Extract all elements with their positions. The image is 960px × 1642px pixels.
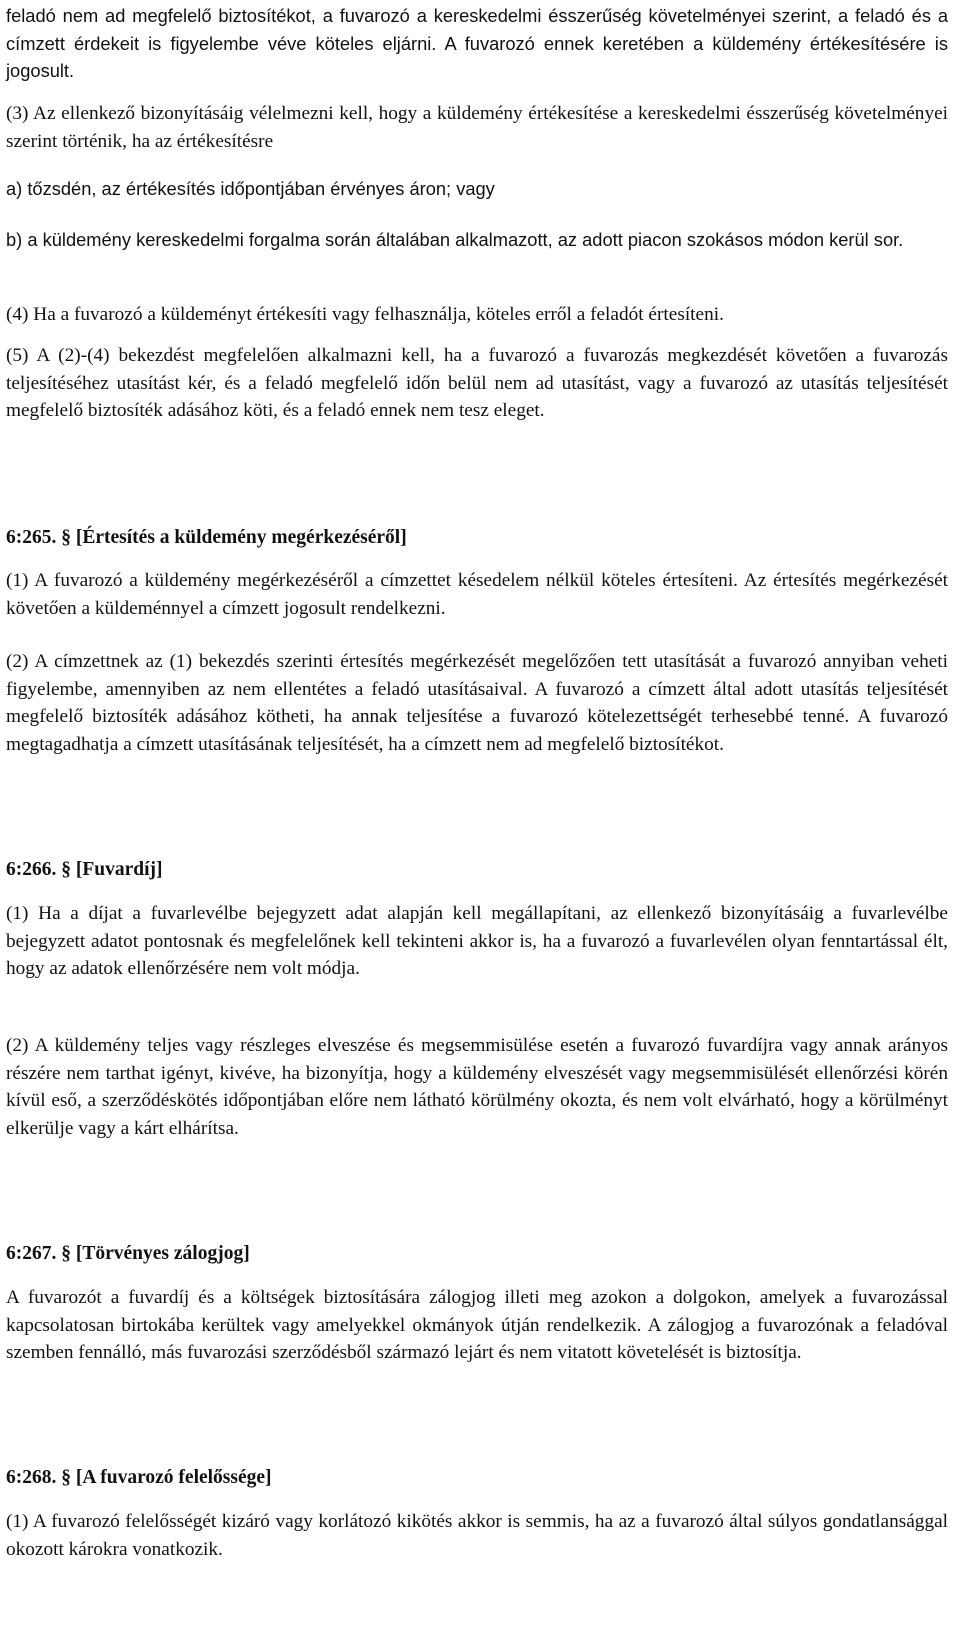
- paragraph-265-2: (2) A címzettnek az (1) bekezdés szerinti értesítés megérkezését megelőzően tett utasítását a fuvarozó annyiban veheti figyelembe, amennyiben az nem ellentétes a feladó utasításaival. A fuvarozó a címzett által adott utasítás teljesítését megfelelő biztosíték adásához kötheti, ha annak teljesítése a fuvarozó kötelezettségét terhesebbé tenné. A fuvarozó megtagadhatja a címzett utasításának teljesítését, ha a címzett nem ad megfelelő biztosítékot.: [6, 651, 948, 755]
- section-heading-6-266: 6:266. § [Fuvardíj]: [6, 859, 163, 880]
- paragraph-3: (3) Az ellenkező bizonyításáig vélelmezni kell, hogy a küldemény értékesítése a kereskedelmi ésszerűség követelményei szerint történik, ha az értékesítésre: [6, 103, 948, 152]
- paragraph-266-2: (2) A küldemény teljes vagy részleges elveszése és megsemmisülése esetén a fuvarozó fuvardíjra vagy annak arányos részére nem tarthat igényt, kivéve, ha bizonyítja, hogy a küldemény elveszését vagy megsemmisülését ellenőrzési körén kívül eső, a szerződéskötés időpontjában előre nem látható körülmény okozta, és nem volt elvárható, hogy a körülményt elkerülje vagy a kárt elhárítsa.: [6, 1035, 948, 1139]
- paragraph-3a: a) tőzsdén, az értékesítés időpontjában érvényes áron; vagy: [6, 178, 495, 199]
- section-heading-6-268: 6:268. § [A fuvarozó felelőssége]: [6, 1467, 272, 1488]
- paragraph-265-1: (1) A fuvarozó a küldemény megérkezéséről a címzettet késedelem nélkül köteles értesíteni. Az értesítés megérkezését követően a küldeménnyel a címzett jogosult rendelkezni.: [6, 570, 948, 619]
- paragraph-5: (5) A (2)-(4) bekezdést megfelelően alkalmazni kell, ha a fuvarozó a fuvarozás megkezdését követően a fuvarozás teljesítéséhez utasítást kér, és a feladó megfelelő időn belül nem ad utasítást, vagy a fuvarozó az utasítás teljesítését megfelelő biztosíték adásához köti, és a feladó ennek nem tesz eleget.: [6, 345, 948, 422]
- paragraph-267: A fuvarozót a fuvardíj és a költségek biztosítására zálogjog illeti meg azokon a dolgokon, amelyek a fuvarozással kapcsolatosan birtokába kerültek vagy amelyekkel okmányok útján rendelkezik. A zálogjog a fuvarozónak a feladóval szemben fennálló, más fuvarozási szerződésből származó lejárt és nem vitatott követelését is biztosítja.: [6, 1287, 948, 1364]
- paragraph-3b: b) a küldemény kereskedelmi forgalma során általában alkalmazott, az adott piacon szokásos módon kerül sor.: [6, 229, 904, 250]
- paragraph-266-1: (1) Ha a díjat a fuvarlevélbe bejegyzett adat alapján kell megállapítani, az ellenkező bizonyításáig a fuvarlevélbe bejegyzett adatot pontosnak és megfelelőnek kell tekinteni akkor is, ha a fuvarozó a fuvarlevélen olyan fenntartással élt, hogy az adatok ellenőrzésére nem volt módja.: [6, 903, 948, 980]
- paragraph-continuation: feladó nem ad megfelelő biztosítékot, a fuvarozó a kereskedelmi ésszerűség követelményei szerint, a feladó és a címzett érdekeit is figyelembe véve köteles eljárni. A fuvarozó ennek keretében a küldemény értékesítésére is jogosult.: [6, 5, 948, 82]
- section-heading-6-265: 6:265. § [Értesítés a küldemény megérkezéséről]: [6, 527, 407, 548]
- paragraph-268-1: (1) A fuvarozó felelősségét kizáró vagy korlátozó kikötés akkor is semmis, ha az a fuvarozó által súlyos gondatlansággal okozott károkra vonatkozik.: [6, 1511, 948, 1560]
- section-heading-6-267: 6:267. § [Törvényes zálogjog]: [6, 1243, 250, 1264]
- paragraph-4: (4) Ha a fuvarozó a küldeményt értékesíti vagy felhasználja, köteles erről a feladót értesíteni.: [6, 304, 724, 325]
